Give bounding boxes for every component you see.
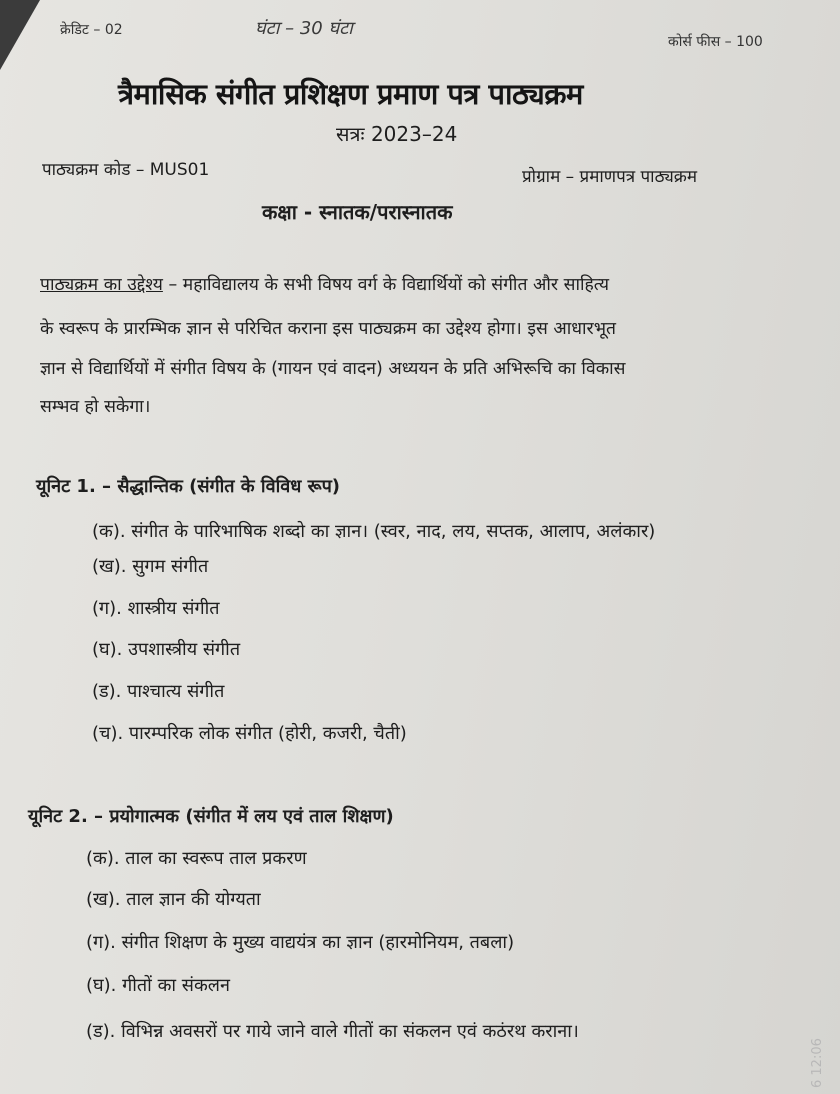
program-type: प्रोग्राम – प्रमाणपत्र पाठ्यक्रम: [522, 167, 697, 187]
handwritten-hours-note: घंटा – 30 घंटा: [255, 18, 353, 39]
unit-1-item: (घ). उपशास्त्रीय संगीत: [92, 639, 241, 660]
unit-1-item: (ग). शास्त्रीय संगीत: [92, 598, 220, 619]
unit-2-item: (घ). गीतों का संकलन: [86, 975, 230, 996]
unit-1-item: (क). संगीत के पारिभाषिक शब्दो का ज्ञान। (स्वर, नाद, लय, सप्तक, आलाप, अलंकार): [92, 521, 656, 542]
unit-2-item: (ख). ताल ज्ञान की योग्यता: [86, 889, 261, 910]
course-fee-label: कोर्स फीस – 100: [668, 34, 763, 50]
objective-line-4: सम्भव हो सकेगा।: [40, 397, 151, 417]
credit-label: क्रेडिट – 02: [60, 22, 123, 38]
document-title: त्रैमासिक संगीत प्रशिक्षण प्रमाण पत्र पाठ्यक्रम: [118, 77, 583, 111]
unit-1-item: (ड). पाश्चात्य संगीत: [92, 681, 225, 702]
session-year: सत्रः 2023–24: [336, 122, 458, 146]
objective-line-1: पाठ्यक्रम का उद्देश्य – महाविद्यालय के सभी विषय वर्ग के विद्यार्थियों को संगीत और साहित्य: [40, 275, 610, 295]
unit-1-heading: यूनिट 1. – सैद्धान्तिक (संगीत के विविध रूप): [36, 476, 341, 497]
unit-1-item: (ख). सुगम संगीत: [92, 556, 209, 577]
page-corner-shadow: [0, 0, 40, 70]
class-level: कक्षा - स्नातक/परास्नातक: [262, 200, 453, 224]
objective-line-3: ज्ञान से विद्यार्थियों में संगीत विषय के (गायन एवं वादन) अध्ययन के प्रति अभिरूचि का विकास: [40, 359, 626, 379]
objective-line-2: के स्वरूप के प्रारम्भिक ज्ञान से परिचित कराना इस पाठ्यक्रम का उद्देश्य होगा। इस आधारभूत: [40, 319, 616, 339]
unit-2-item: (क). ताल का स्वरूप ताल प्रकरण: [86, 848, 307, 869]
objective-label: पाठ्यक्रम का उद्देश्य: [40, 275, 163, 295]
unit-2-item: (ग). संगीत शिक्षण के मुख्य वाद्ययंत्र का ज्ञान (हारमोनियम, तबला): [86, 932, 515, 953]
unit-2-heading: यूनिट 2. – प्रयोगात्मक (संगीत में लय एवं ताल शिक्षण): [28, 806, 394, 827]
unit-1-item: (च). पारम्परिक लोक संगीत (होरी, कजरी, चैती): [92, 723, 407, 744]
scan-timestamp: 6 12:06: [810, 1038, 825, 1088]
course-code: पाठ्यक्रम कोड – MUS01: [42, 160, 210, 180]
unit-2-item: (ड). विभिन्न अवसरों पर गाये जाने वाले गीतों का संकलन एवं कठंरथ कराना।: [86, 1021, 579, 1042]
